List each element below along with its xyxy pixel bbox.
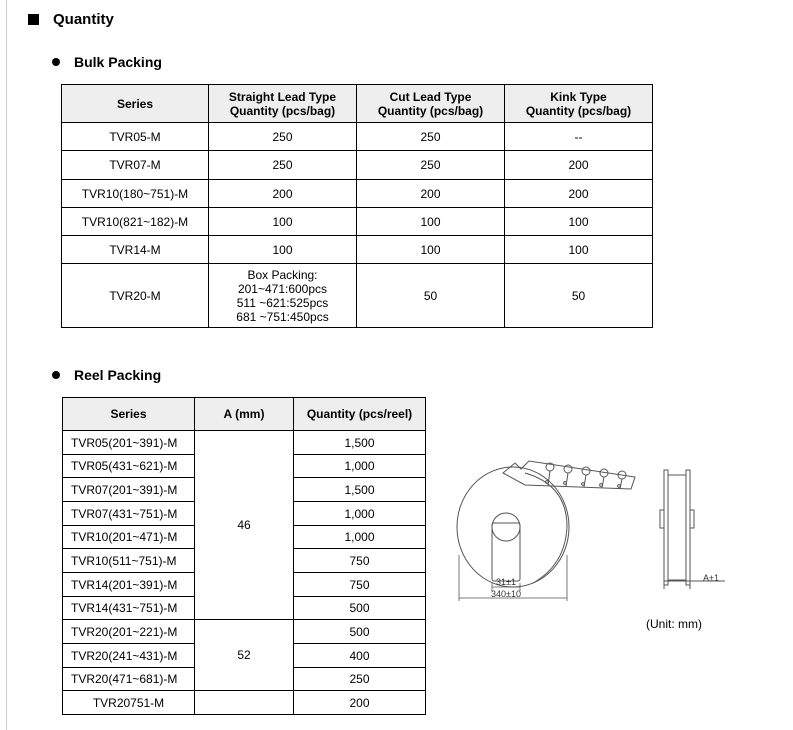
bulk-straight-cell: 200 xyxy=(209,180,357,208)
reel-series-cell: TVR10(201~471)-M xyxy=(63,526,195,549)
bulk-cut-cell: 100 xyxy=(357,236,505,264)
table-row xyxy=(62,180,653,208)
reel-core xyxy=(668,475,686,580)
reel-qty-cell: 1,000 xyxy=(294,455,426,478)
bulk-series-cell: TVR20-M xyxy=(62,264,209,328)
reel-packing-table xyxy=(62,397,426,715)
page-left-border xyxy=(6,0,7,730)
component-chain xyxy=(546,463,626,489)
reel-flange-left xyxy=(664,470,668,585)
bulk-kink-cell: 100 xyxy=(505,236,653,264)
box-packing-line: 511 ~621:525pcs xyxy=(236,295,329,310)
reel-title: Reel Packing xyxy=(74,367,162,383)
bulk-header-straight-line1: Straight Lead Type xyxy=(228,89,337,104)
reel-qty-cell: 250 xyxy=(294,668,426,691)
section-heading xyxy=(28,8,114,30)
reel-a-cell: 52 xyxy=(195,620,294,691)
reel-series-cell: TVR20(471~681)-M xyxy=(63,668,195,691)
reel-qty-cell: 750 xyxy=(294,573,426,597)
reel-qty-cell: 1,000 xyxy=(294,526,426,549)
reel-qty-cell: 200 xyxy=(294,691,426,715)
bulk-cut-cell: 250 xyxy=(357,151,505,180)
reel-qty-cell: 400 xyxy=(294,644,426,668)
bulk-packing-table xyxy=(61,84,653,328)
reel-hub-slot xyxy=(492,523,520,581)
box-packing-line: Box Packing: xyxy=(247,267,318,282)
bulk-header-straight xyxy=(209,85,357,123)
bulk-kink-cell: 100 xyxy=(505,208,653,236)
bulk-header-kink-line1: Kink Type xyxy=(550,89,607,104)
bulk-header-cut-line2: Quantity (pcs/bag) xyxy=(377,103,484,118)
reel-series-cell: TVR20(241~431)-M xyxy=(63,644,195,668)
reel-series-cell: TVR10(511~751)-M xyxy=(63,549,195,573)
bullet-dot-icon xyxy=(52,371,60,379)
table-row xyxy=(62,264,653,328)
reel-heading xyxy=(52,365,161,385)
reel-outer-circle xyxy=(457,467,569,587)
bulk-straight-cell: 100 xyxy=(209,208,357,236)
bulk-kink-cell: 50 xyxy=(505,264,653,328)
bulk-cut-cell: 50 xyxy=(357,264,505,328)
bulk-series-cell: TVR14-M xyxy=(62,236,209,264)
reel-qty-cell: 1,000 xyxy=(294,502,426,526)
reel-back-rim xyxy=(525,473,567,583)
reel-front-view xyxy=(660,470,725,589)
reel-header-row xyxy=(63,398,426,431)
reel-series-cell: TVR05(201~391)-M xyxy=(63,431,195,455)
bulk-header-cut-line1: Cut Lead Type xyxy=(389,89,472,104)
reel-hub-left xyxy=(660,510,664,528)
reel-header-series: Series xyxy=(63,398,195,431)
bulk-heading xyxy=(52,52,162,72)
box-packing-line: 681 ~751:450pcs xyxy=(236,309,329,324)
reel-qty-cell: 1,500 xyxy=(294,478,426,502)
table-row xyxy=(62,151,653,180)
reel-hub-right xyxy=(690,510,694,528)
bulk-cut-cell: 100 xyxy=(357,208,505,236)
bulk-series-cell: TVR10(180~751)-M xyxy=(62,180,209,208)
bulk-header-row xyxy=(62,85,653,123)
bulk-header-straight-line2: Quantity (pcs/bag) xyxy=(229,103,336,118)
reel-side-view xyxy=(457,461,635,587)
bulk-kink-cell: 200 xyxy=(505,151,653,180)
bulk-straight-cell: 100 xyxy=(209,236,357,264)
reel-series-cell: TVR20751-M xyxy=(63,691,195,715)
bulk-straight-cell: 250 xyxy=(209,151,357,180)
bulk-cut-cell: 250 xyxy=(357,123,505,151)
table-row xyxy=(63,691,426,715)
reel-qty-cell: 1,500 xyxy=(294,431,426,455)
dim-inner-label: 31±1 xyxy=(496,577,516,587)
table-row xyxy=(63,431,426,455)
section-title: Quantity xyxy=(53,10,114,28)
dim-a-label: A±1 xyxy=(703,573,719,583)
reel-series-cell: TVR07(431~751)-M xyxy=(63,502,195,526)
reel-series-cell: TVR20(201~221)-M xyxy=(63,620,195,644)
dim-outer-label: 340±10 xyxy=(491,589,521,599)
reel-series-cell: TVR07(201~391)-M xyxy=(63,478,195,502)
reel-series-cell: TVR14(431~751)-M xyxy=(63,597,195,620)
bulk-series-cell: TVR10(821~182)-M xyxy=(62,208,209,236)
reel-diagram xyxy=(455,455,755,605)
reel-a-blank-cell xyxy=(195,691,294,715)
table-row xyxy=(62,208,653,236)
reel-series-cell: TVR05(431~621)-M xyxy=(63,455,195,478)
unit-label: (Unit: mm) xyxy=(646,617,702,631)
reel-flange-right xyxy=(686,470,690,585)
bulk-series-cell: TVR05-M xyxy=(62,123,209,151)
bulk-kink-cell: -- xyxy=(505,123,653,151)
box-packing-cell xyxy=(209,264,357,328)
bulk-header-kink-line2: Quantity (pcs/bag) xyxy=(525,103,632,118)
reel-hub-hole xyxy=(492,513,520,541)
box-packing-line: 201~471:600pcs xyxy=(237,281,328,296)
reel-header-a: A (mm) xyxy=(195,398,294,431)
reel-header-qty: Quantity (pcs/reel) xyxy=(294,398,426,431)
bulk-title: Bulk Packing xyxy=(74,54,162,70)
bullet-dot-icon xyxy=(52,58,60,66)
bulk-header-series: Series xyxy=(62,85,209,123)
bulk-series-cell: TVR07-M xyxy=(62,151,209,180)
reel-qty-cell: 500 xyxy=(294,597,426,620)
bulk-kink-cell: 200 xyxy=(505,180,653,208)
table-row xyxy=(63,620,426,644)
bulk-header-cut xyxy=(357,85,505,123)
reel-series-cell: TVR14(201~391)-M xyxy=(63,573,195,597)
table-row xyxy=(62,123,653,151)
reel-qty-cell: 750 xyxy=(294,549,426,573)
reel-a-cell: 46 xyxy=(195,431,294,620)
table-row xyxy=(62,236,653,264)
bulk-straight-cell: 250 xyxy=(209,123,357,151)
bulk-cut-cell: 200 xyxy=(357,180,505,208)
reel-qty-cell: 500 xyxy=(294,620,426,644)
square-bullet-icon xyxy=(28,14,39,25)
bulk-header-kink xyxy=(505,85,653,123)
